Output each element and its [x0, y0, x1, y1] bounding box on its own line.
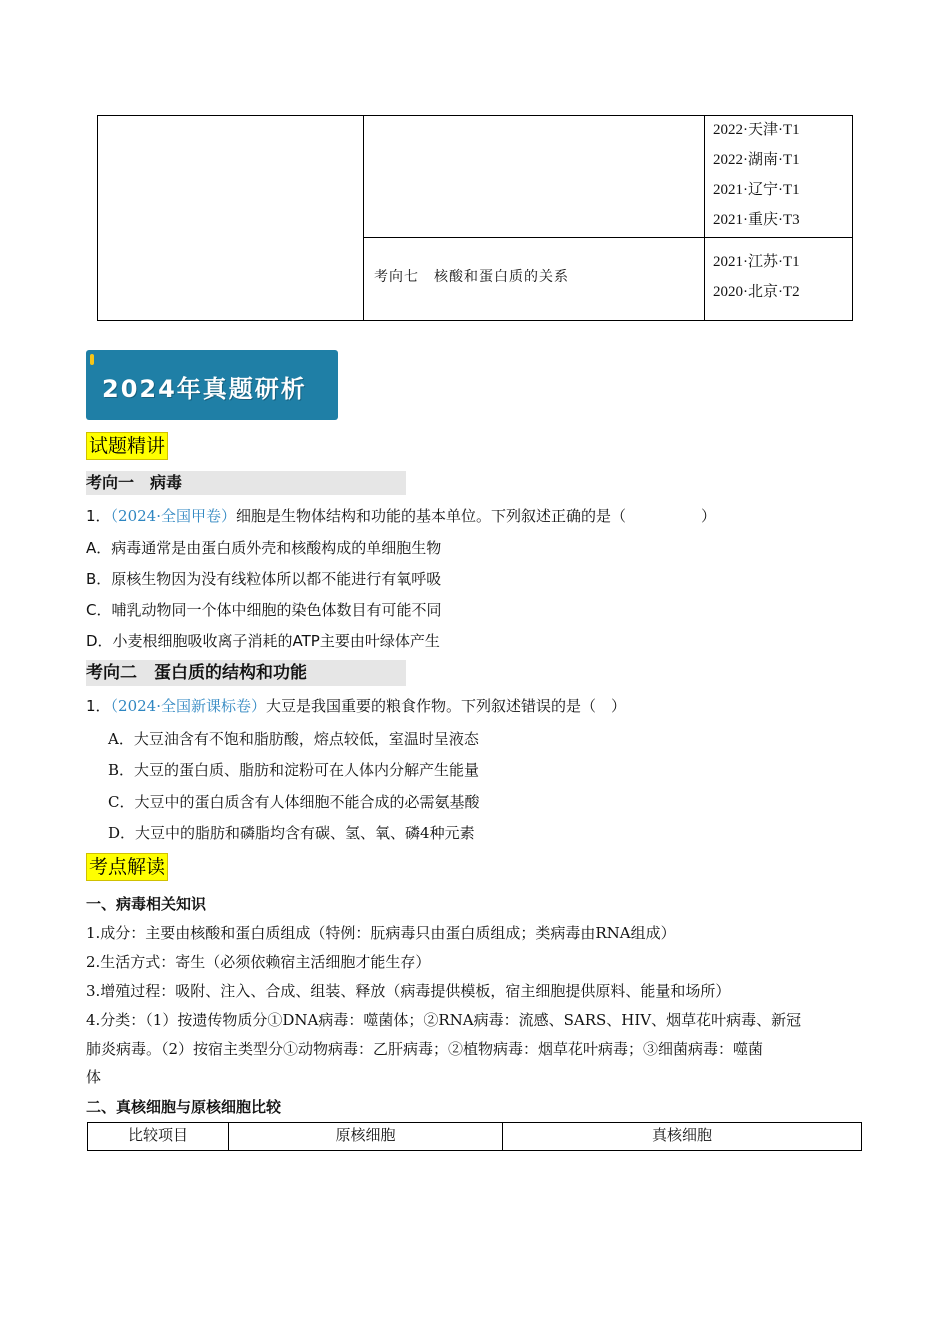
- banner-accent: [90, 354, 94, 365]
- question-source: （2024·全国甲卷）: [110, 507, 236, 525]
- knowledge-line: 肺炎病毒。（2）按宿主类型分①动物病毒：乙肝病毒；②植物病毒：烟草花叶病毒；③细菌病毒：噬菌: [86, 1040, 764, 1058]
- option-d: D．大豆中的脂肪和磷脂均含有碳、氢、氧、磷4种元素: [108, 824, 475, 842]
- question-stem: 大豆是我国重要的粮食作物。下列叙述错误的是（ ）: [266, 697, 627, 715]
- knowledge-line: 2.生活方式：寄生（必须依赖宿主活细胞才能生存）: [86, 953, 431, 971]
- knowledge-line: 3.增殖过程：吸附、注入、合成、组装、释放（病毒提供模板，宿主细胞提供原料、能量和场所）: [86, 982, 731, 1000]
- section-label-analysis: 考点解读: [86, 853, 168, 881]
- banner-title: 2024年真题研析: [102, 375, 307, 403]
- question-number: 1．: [86, 507, 111, 525]
- table-header-item: 比较项目: [88, 1123, 229, 1150]
- option-c: C．哺乳动物同一个体中细胞的染色体数目有可能不同: [86, 601, 442, 619]
- option-c: C．大豆中的蛋白质含有人体细胞不能合成的必需氨基酸: [108, 793, 480, 811]
- question-stem: 细胞是生物体结构和功能的基本单位。下列叙述正确的是（ ）: [236, 507, 717, 525]
- option-a: A．大豆油含有不饱和脂肪酸，熔点较低，室温时呈液态: [108, 730, 479, 748]
- option-b: B．大豆的蛋白质、脂肪和淀粉可在人体内分解产生能量: [108, 761, 480, 779]
- direction-1-title: 考向一 病毒: [86, 471, 406, 495]
- option-d: D．小麦根细胞吸收离子消耗的ATP主要由叶绿体产生: [86, 632, 440, 650]
- table-divider: [364, 237, 852, 238]
- year-entry: 2021·江苏·T1: [713, 254, 800, 270]
- table-col-direction: [364, 116, 705, 320]
- question-source: （2024·全国新课标卷）: [110, 697, 266, 715]
- knowledge-line: 1.成分：主要由核酸和蛋白质组成（特例：朊病毒只由蛋白质组成；类病毒由RNA组成）: [86, 924, 676, 942]
- year-entry: 2021·辽宁·T1: [713, 182, 800, 198]
- table-col-topic: [98, 116, 364, 320]
- table-header-eukaryote: 真核细胞: [651, 1126, 712, 1144]
- question-1: [86, 505, 716, 526]
- cell-comparison-table: [87, 1122, 862, 1151]
- direction-7-label: 考向七 核酸和蛋白质的关系: [374, 269, 569, 285]
- year-entry: 2020·北京·T2: [713, 284, 800, 300]
- table-col-years: [705, 116, 852, 320]
- option-b: B．原核生物因为没有线粒体所以都不能进行有氧呼吸: [86, 570, 442, 588]
- year-entry: 2022·湖南·T1: [713, 152, 800, 168]
- option-a: A．病毒通常是由蛋白质外壳和核酸构成的单细胞生物: [86, 539, 442, 557]
- year-entry: 2021·重庆·T3: [713, 212, 800, 228]
- knowledge-line: 4.分类：（1）按遗传物质分①DNA病毒：噬菌体；②RNA病毒：流感、SARS、HIV、烟草花叶病毒、新冠: [86, 1011, 802, 1029]
- direction-2-title: 考向二 蛋白质的结构和功能: [86, 660, 406, 686]
- year-entry: 2022·天津·T1: [713, 122, 800, 138]
- knowledge-2-heading: 二、真核细胞与原核细胞比较: [86, 1098, 282, 1116]
- knowledge-1-heading: 一、病毒相关知识: [86, 895, 207, 913]
- table-header-prokaryote: 原核细胞: [229, 1123, 503, 1150]
- section-label-exam: 试题精讲: [86, 432, 168, 460]
- knowledge-line: 体: [86, 1068, 102, 1086]
- section-banner: [86, 350, 338, 420]
- question-1: [86, 695, 626, 716]
- exam-distribution-table: [97, 115, 853, 321]
- question-number: 1．: [86, 697, 111, 715]
